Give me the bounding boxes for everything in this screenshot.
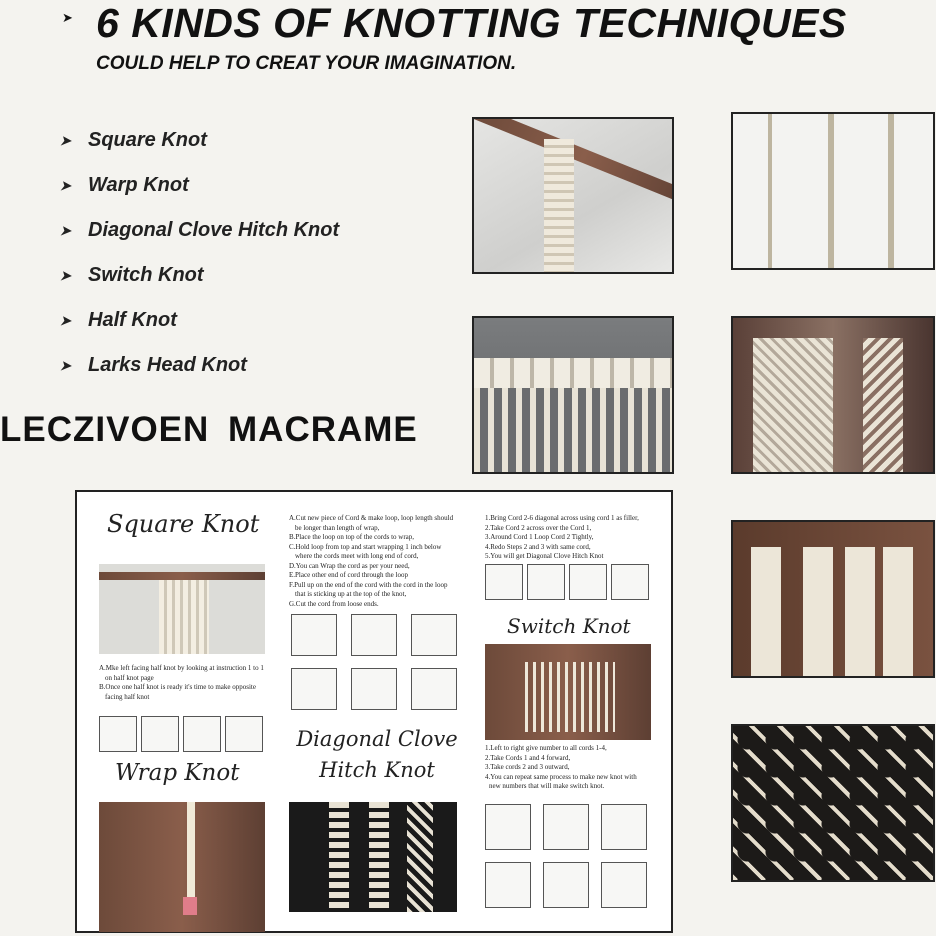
brand-name: LECZIVOEN MACRAME: [0, 410, 418, 449]
wrap-knot-image: [99, 802, 265, 932]
net-pattern-photo: [731, 724, 935, 882]
switch-knot-steps: 1.Left to right give number to all cords 1-4, 2.Take Cords 1 and 4 forward, 3.Take cords 2 and 3 outward, 4.You can repeat same process to make new knot with new numbers that will make switch knot.: [485, 744, 637, 790]
arrow-icon: ➤: [60, 267, 71, 283]
wrap-knot-heading: Wrap Knot: [115, 760, 240, 786]
technique-label: Larks Head Knot: [88, 354, 247, 376]
square-knot-steps: A.Mke left facing half knot by looking at instruction 1 to 1 on half knot page B.Once one half knot is ready it's time to make opposite facing half knot: [99, 664, 264, 701]
technique-label: Half Knot: [88, 309, 177, 331]
wrap-knot-photo: [731, 112, 935, 270]
technique-label: Square Knot: [88, 129, 207, 151]
diagonal-clove-heading: Diagonal Clove Hitch Knot: [296, 727, 458, 782]
technique-label: Diagonal Clove Hitch Knot: [88, 219, 340, 241]
square-knot-photo: [472, 117, 674, 274]
arrow-icon: ➤: [60, 222, 71, 238]
wrap-knot-steps: A.Cut new piece of Cord & make loop, loop length should be longer than length of wrap, B.Place the loop on top of the cords to wrap, C.Hold loop from top and start wrapping 1 inch below where the cords meet with long end of cord, D.You can Wrap the cord as per your need, E.Place other end of cord through the loop F.Pull up on the end of the cord with the cord in the loop that is sticking up at the top of the knot, G.Cut the cord from loose ends.: [289, 514, 454, 608]
square-knot-image: [99, 564, 265, 654]
wall-hanging-photo: [731, 316, 935, 474]
fringe-photo: [472, 316, 674, 474]
arrow-icon: ➤: [60, 357, 71, 373]
technique-label: Warp Knot: [88, 174, 189, 196]
switch-knot-heading: Switch Knot: [507, 614, 631, 638]
technique-list: [60, 118, 339, 388]
plant-hanger-photo: [731, 520, 935, 678]
title-bullet-icon: ➤: [62, 10, 73, 25]
page-title: 6 KINDS OF KNOTTING TECHNIQUES: [96, 0, 847, 46]
arrow-icon: ➤: [60, 312, 71, 328]
square-knot-heading: Square Knot: [107, 510, 260, 538]
diagonal-clove-image: [289, 802, 457, 912]
technique-item: [60, 253, 339, 298]
arrow-icon: ➤: [60, 177, 71, 193]
page-subtitle: COULD HELP TO CREAT YOUR IMAGINATION.: [96, 53, 517, 74]
arrow-icon: ➤: [60, 132, 71, 148]
technique-label: Switch Knot: [88, 264, 204, 286]
technique-item: [60, 163, 339, 208]
instruction-booklet: [75, 490, 673, 933]
technique-item: [60, 118, 339, 163]
technique-item: [60, 298, 339, 343]
diagonal-clove-steps: 1.Bring Cord 2-6 diagonal across using cord 1 as filler, 2.Take Cord 2 across over the Cord 1, 3.Around Cord 1 Loop Cord 2 Tightly, 4.Redo Steps 2 and 3 with same cord, 5.You will get Diagonal Clove Hitch Knot: [485, 514, 639, 560]
technique-item: [60, 343, 339, 388]
switch-knot-image: [485, 644, 651, 740]
technique-item: [60, 208, 339, 253]
